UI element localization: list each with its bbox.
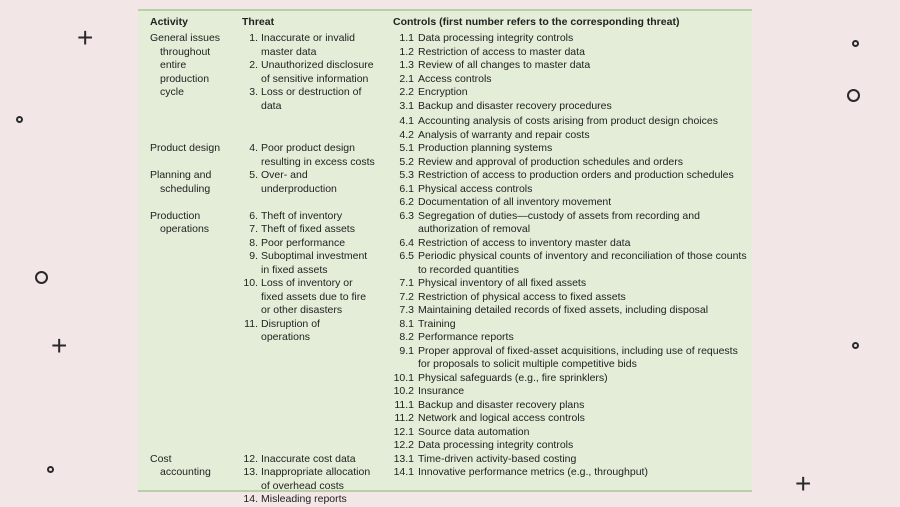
- circle-icon: [852, 342, 859, 349]
- activity-label: accounting: [160, 466, 211, 478]
- threat-text: Suboptimal investment: [261, 250, 368, 262]
- threat-number: 11.: [244, 317, 258, 330]
- control-text: Innovative performance metrics (e.g., throughput): [418, 466, 648, 478]
- control-text: Training: [418, 317, 456, 330]
- threat-text: Poor performance: [261, 236, 346, 249]
- threat-text: Inaccurate cost data: [261, 452, 356, 465]
- threat-text: Inappropriate allocation: [261, 466, 371, 478]
- control-number: 4.2: [399, 128, 414, 141]
- control-number: 4.1: [399, 115, 414, 127]
- threat-text: Theft of inventory: [261, 209, 343, 222]
- threat-number: 5.: [249, 169, 258, 181]
- control-number: 1.1: [399, 32, 414, 44]
- threat-text: or other disasters: [261, 304, 343, 316]
- control-text: Restriction of physical access to fixed assets: [418, 290, 626, 303]
- control-number: 10.2: [393, 385, 414, 397]
- threat-text: Disruption of: [261, 317, 320, 330]
- control-text: Access controls: [418, 72, 492, 85]
- threat-text: data: [261, 99, 282, 112]
- control-text: Proper approval of fixed-asset acquisitions, including use of requests: [418, 344, 738, 357]
- control-text: Backup and disaster recovery plans: [418, 398, 585, 411]
- control-text: Performance reports: [418, 331, 514, 343]
- activity-label: cycle: [160, 86, 184, 98]
- activity-label: scheduling: [160, 182, 211, 195]
- control-text: Review of all changes to master data: [418, 59, 591, 71]
- control-number: 11.1: [394, 398, 414, 411]
- threat-text: resulting in excess costs: [261, 155, 375, 168]
- control-number: 12.1: [393, 425, 414, 438]
- threat-number: 3.: [249, 86, 258, 98]
- threat-text: operations: [261, 331, 311, 343]
- control-text: Restriction of access to master data: [418, 45, 585, 58]
- control-number: 7.1: [399, 277, 414, 289]
- threat-text: Theft of fixed assets: [261, 223, 355, 235]
- control-text: Restriction of access to production orders and production schedules: [418, 169, 734, 181]
- threat-text: Misleading reports: [261, 493, 347, 505]
- circle-icon: [35, 271, 48, 284]
- plus-icon: +: [77, 22, 94, 53]
- circle-icon: [847, 89, 860, 102]
- threat-text: of sensitive information: [261, 72, 369, 85]
- control-number: 2.1: [399, 72, 414, 85]
- activity-label: production: [160, 72, 210, 85]
- threat-number: 7.: [249, 223, 258, 235]
- control-text: Segregation of duties—custody of assets from recording and: [418, 209, 700, 222]
- control-number: 12.2: [393, 439, 414, 451]
- control-number: 7.3: [399, 304, 414, 316]
- control-number: 3.1: [399, 99, 414, 112]
- threat-text: Loss of inventory or: [261, 277, 353, 289]
- control-text: Insurance: [418, 385, 465, 397]
- control-number: 10.1: [393, 371, 414, 384]
- control-text: Physical safeguards (e.g., fire sprinklers): [418, 371, 608, 384]
- control-text: Data processing integrity controls: [418, 32, 574, 44]
- control-number: 14.1: [393, 466, 414, 478]
- activity-label: operations: [160, 223, 210, 235]
- threat-number: 8.: [249, 236, 258, 249]
- control-text: Data processing integrity controls: [418, 439, 574, 451]
- control-number: 6.4: [399, 236, 414, 249]
- activity-label: entire: [160, 59, 187, 71]
- control-number: 6.3: [399, 209, 414, 222]
- threat-text: underproduction: [261, 182, 337, 195]
- control-text: Maintaining detailed records of fixed assets, including disposal: [418, 304, 709, 316]
- threat-number: 14.: [243, 493, 258, 505]
- threat-text: Poor product design: [261, 142, 355, 154]
- control-number: 9.1: [399, 344, 414, 357]
- control-text: Production planning systems: [418, 142, 553, 154]
- activity-label: Production: [150, 209, 201, 222]
- control-text: Physical access controls: [418, 182, 533, 195]
- plus-icon: +: [51, 330, 68, 361]
- threat-text: fixed assets due to fire: [261, 290, 367, 303]
- control-number: 6.2: [399, 196, 414, 208]
- activity-label: General issues: [150, 32, 221, 44]
- threat-text: Inaccurate or invalid: [261, 32, 355, 44]
- control-number: 1.3: [399, 59, 414, 71]
- threat-text: master data: [261, 45, 317, 58]
- activity-label: Product design: [150, 142, 221, 154]
- control-text: Network and logical access controls: [418, 412, 585, 424]
- threat-number: 10.: [243, 277, 258, 289]
- activity-label: throughout: [160, 45, 211, 58]
- control-number: 5.1: [399, 142, 414, 154]
- control-number: 5.3: [399, 169, 414, 181]
- activity-label: Planning and: [150, 169, 212, 181]
- header-activity: Activity: [150, 16, 188, 28]
- control-text: Analysis of warranty and repair costs: [418, 128, 590, 141]
- control-number: 2.2: [399, 86, 414, 98]
- threat-number: 9.: [249, 250, 258, 262]
- control-text: Periodic physical counts of inventory and reconciliation of those counts: [418, 250, 747, 262]
- control-text: Physical inventory of all fixed assets: [418, 277, 587, 289]
- control-text: authorization of removal: [418, 223, 531, 235]
- threat-text: in fixed assets: [261, 263, 328, 276]
- control-number: 5.2: [399, 155, 414, 168]
- threat-number: 4.: [249, 142, 258, 154]
- control-text: Encryption: [418, 86, 468, 98]
- header-threat: Threat: [242, 16, 275, 28]
- threat-number: 12.: [243, 452, 258, 465]
- control-number: 13.1: [393, 452, 414, 465]
- control-text: Source data automation: [418, 425, 530, 438]
- threat-number: 6.: [249, 209, 258, 222]
- control-text: Documentation of all inventory movement: [418, 196, 612, 208]
- control-text: Time-driven activity-based costing: [418, 452, 577, 465]
- control-text: for proposals to solicit multiple competitive bids: [418, 358, 637, 370]
- threat-text: of overhead costs: [261, 479, 344, 492]
- control-text: Review and approval of production schedules and orders: [418, 155, 683, 168]
- threat-text: Unauthorized disclosure: [261, 59, 374, 71]
- activity-label: Cost: [150, 452, 172, 465]
- threat-text: Loss or destruction of: [261, 86, 362, 98]
- control-number: 8.2: [399, 331, 414, 343]
- threat-text: Over- and: [261, 169, 308, 181]
- threat-number: 1.: [249, 32, 258, 44]
- control-number: 6.5: [399, 250, 414, 262]
- control-text: Restriction of access to inventory master data: [418, 236, 631, 249]
- control-number: 1.2: [399, 45, 414, 58]
- circle-icon: [852, 40, 859, 47]
- control-number: 8.1: [399, 317, 414, 330]
- circle-icon: [16, 116, 23, 123]
- control-number: 6.1: [399, 182, 414, 195]
- circle-icon: [47, 466, 54, 473]
- control-text: Accounting analysis of costs arising from product design choices: [418, 115, 718, 127]
- header-controls: Controls (first number refers to the corresponding threat): [393, 16, 680, 28]
- plus-icon: +: [795, 468, 812, 499]
- control-number: 7.2: [399, 290, 414, 303]
- control-text: to recorded quantities: [418, 263, 519, 276]
- threat-number: 13.: [243, 466, 258, 478]
- controls-table: [138, 9, 752, 505]
- threat-number: 2.: [249, 59, 258, 71]
- control-text: Backup and disaster recovery procedures: [418, 99, 612, 112]
- control-number: 11.2: [394, 412, 414, 424]
